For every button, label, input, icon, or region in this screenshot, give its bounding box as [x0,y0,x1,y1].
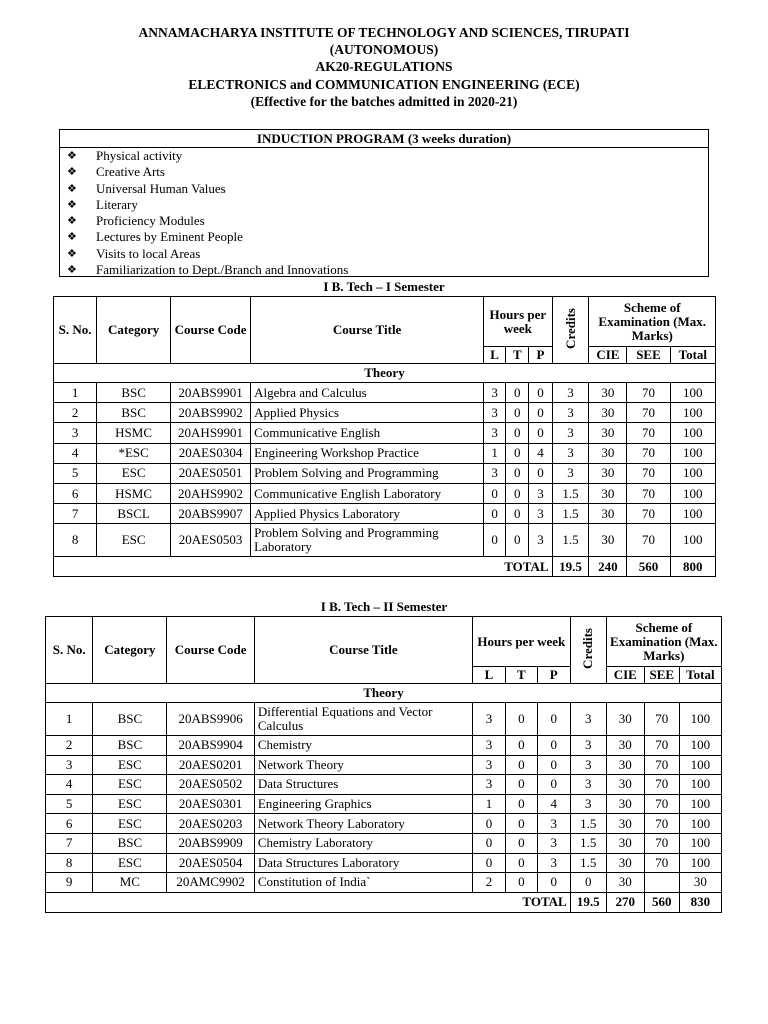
credits-label: Credits [562,308,578,349]
induction-item-text: Universal Human Values [96,180,226,196]
cell-total: 100 [679,853,721,873]
effective-note: (Effective for the batches admitted in 2020-21) [250,93,518,109]
section-theory: Theory [46,684,722,703]
table-row [46,853,722,873]
col-hours: Hours per week [472,617,570,667]
cell-credits: 3 [570,755,606,775]
cell-course-code: 20AES0203 [167,814,254,834]
cell-course-code: 20ABS9904 [167,736,254,756]
table-row [46,775,722,795]
cell-cie: 30 [606,794,644,814]
cell-sno: 8 [54,524,97,557]
cell-see: 70 [644,833,679,853]
cell-hours-p: 3 [537,814,570,834]
cell-course-title: Problem Solving and Programming Laboratory [251,524,484,557]
cell-credits: 3 [552,403,589,423]
cell-credits: 3 [570,794,606,814]
table-row [54,463,716,483]
cell-course-code: 20AHS9902 [171,483,251,503]
cell-see [644,873,679,893]
cell-hours-p: 3 [529,483,552,503]
col-p: P [529,347,552,364]
col-cie: CIE [589,347,627,364]
col-p: P [537,667,570,684]
cell-hours-l: 2 [472,873,505,893]
cell-credits: 1.5 [570,814,606,834]
cell-hours-l: 0 [472,853,505,873]
induction-item [60,213,708,229]
cell-see: 70 [644,794,679,814]
col-title: Course Title [251,297,484,364]
cell-category: BSC [97,403,171,423]
table-row [54,504,716,524]
cell-see: 70 [627,463,670,483]
table-row [54,524,716,557]
cell-cie: 30 [606,755,644,775]
cell-sno: 6 [46,814,93,834]
table-row [46,873,722,893]
cell-course-title: Differential Equations and Vector Calculus [254,703,472,736]
col-credits [570,617,606,684]
cell-see: 70 [627,504,670,524]
cell-category: *ESC [97,443,171,463]
diamond-bullet-icon: ❖ [67,182,77,195]
cell-hours-t: 0 [505,755,537,775]
total-see: 560 [627,557,670,577]
cell-course-title: Algebra and Calculus [251,383,484,403]
cell-hours-p: 4 [529,443,552,463]
cell-credits: 3 [552,463,589,483]
col-sno: S. No. [46,617,93,684]
cell-hours-l: 3 [472,755,505,775]
cell-sno: 7 [54,504,97,524]
cell-cie: 30 [606,853,644,873]
col-title: Course Title [254,617,472,684]
cell-hours-p: 3 [537,833,570,853]
cell-sno: 1 [54,383,97,403]
department-name: ELECTRONICS and COMMUNICATION ENGINEERING (ECE) [188,76,580,92]
cell-hours-p: 0 [537,755,570,775]
cell-course-title: Data Structures Laboratory [254,853,472,873]
induction-item [60,181,708,197]
total-label: TOTAL [46,892,571,912]
cell-see: 70 [627,524,670,557]
sem2-table [45,616,722,913]
cell-course-code: 20ABS9907 [171,504,251,524]
col-hours: Hours per week [484,297,553,347]
col-total: Total [670,347,715,364]
institute-name: ANNAMACHARYA INSTITUTE OF TECHNOLOGY AND SCIENCES, TIRUPATI [138,25,630,40]
cell-course-code: 20AES0504 [167,853,254,873]
cell-hours-l: 0 [484,504,506,524]
cell-cie: 30 [606,703,644,736]
cell-cie: 30 [589,443,627,463]
col-category: Category [93,617,167,684]
cell-see: 70 [644,703,679,736]
diamond-bullet-icon: ❖ [67,166,77,179]
cell-total: 100 [670,524,715,557]
cell-hours-l: 3 [472,775,505,795]
cell-hours-t: 0 [506,483,529,503]
cell-category: BSC [93,736,167,756]
induction-item-text: Creative Arts [96,164,165,180]
cell-course-code: 20AES0502 [167,775,254,795]
cell-hours-l: 3 [484,383,506,403]
cell-hours-t: 0 [505,853,537,873]
cell-hours-t: 0 [505,775,537,795]
cell-credits: 3 [552,383,589,403]
sem2-title: I B. Tech – II Semester [320,599,448,614]
cell-cie: 30 [606,736,644,756]
induction-item-text: Familiarization to Dept./Branch and Innovations [96,262,349,278]
cell-sno: 1 [46,703,93,736]
col-code: Course Code [167,617,254,684]
cell-see: 70 [627,403,670,423]
cell-credits: 3 [552,443,589,463]
cell-total: 100 [670,443,715,463]
cell-credits: 0 [570,873,606,893]
cell-course-title: Engineering Workshop Practice [251,443,484,463]
cell-hours-p: 0 [529,463,552,483]
cell-course-title: Applied Physics [251,403,484,423]
cell-sno: 7 [46,833,93,853]
induction-item [60,246,708,262]
cell-hours-p: 0 [529,383,552,403]
induction-item [60,197,708,213]
induction-list [60,148,708,278]
cell-hours-l: 0 [484,524,506,557]
cell-cie: 30 [606,775,644,795]
induction-item [60,262,708,278]
cell-total: 100 [679,755,721,775]
cell-hours-p: 0 [537,873,570,893]
cell-course-code: 20AES0304 [171,443,251,463]
cell-see: 70 [627,443,670,463]
cell-cie: 30 [606,873,644,893]
total-credits: 19.5 [570,892,606,912]
cell-total: 100 [679,833,721,853]
cell-course-title: Chemistry Laboratory [254,833,472,853]
induction-item-text: Physical activity [96,148,183,163]
cell-hours-l: 0 [484,483,506,503]
induction-title: INDUCTION PROGRAM (3 weeks duration) [60,130,708,148]
total-see: 560 [644,892,679,912]
sem2-rows [46,703,722,893]
cell-course-title: Communicative English [251,423,484,443]
cell-hours-t: 0 [505,736,537,756]
cell-cie: 30 [589,504,627,524]
cell-see: 70 [627,423,670,443]
total-cie: 240 [589,557,627,577]
col-scheme: Scheme of Examination (Max. Marks) [606,617,721,667]
table-row [54,383,716,403]
sem1-title: I B. Tech – I Semester [323,279,445,294]
cell-hours-t: 0 [506,524,529,557]
total-label: TOTAL [54,557,553,577]
cell-total: 100 [679,814,721,834]
cell-total: 100 [679,794,721,814]
cell-credits: 3 [552,423,589,443]
regulations-label: AK20-REGULATIONS [315,59,453,75]
induction-item [60,164,708,180]
cell-category: ESC [93,755,167,775]
cell-hours-p: 0 [537,775,570,795]
cell-cie: 30 [606,833,644,853]
col-see: SEE [627,347,670,364]
cell-course-title: Problem Solving and Programming [251,463,484,483]
cell-credits: 1.5 [552,504,589,524]
cell-course-title: Network Theory Laboratory [254,814,472,834]
col-cie: CIE [606,667,644,684]
induction-item-text: Literary [96,196,138,212]
col-scheme: Scheme of Examination (Max. Marks) [589,297,716,347]
cell-hours-p: 4 [537,794,570,814]
cell-category: BSCL [97,504,171,524]
sem1-table [53,296,716,577]
cell-sno: 4 [46,775,93,795]
cell-total: 100 [670,504,715,524]
cell-sno: 8 [46,853,93,873]
cell-sno: 3 [46,755,93,775]
cell-category: MC [93,873,167,893]
cell-category: BSC [93,703,167,736]
cell-hours-t: 0 [505,703,537,736]
table-row [46,755,722,775]
cell-course-title: Constitution of India` [254,873,472,893]
cell-hours-p: 3 [529,524,552,557]
cell-total: 100 [670,383,715,403]
cell-category: BSC [97,383,171,403]
cell-cie: 30 [589,524,627,557]
sem1-rows [54,383,716,557]
cell-credits: 1.5 [552,483,589,503]
cell-total: 100 [679,775,721,795]
cell-hours-p: 0 [537,736,570,756]
cell-total: 100 [670,463,715,483]
cell-hours-l: 3 [484,423,506,443]
cell-hours-l: 3 [484,403,506,423]
cell-sno: 2 [46,736,93,756]
cell-hours-t: 0 [506,504,529,524]
cell-hours-p: 3 [529,504,552,524]
table-row [46,814,722,834]
cell-hours-t: 0 [505,794,537,814]
cell-credits: 3 [570,703,606,736]
col-l: L [472,667,505,684]
cell-category: HSMC [97,483,171,503]
cell-see: 70 [644,736,679,756]
table-row [46,794,722,814]
autonomous-label: (AUTONOMOUS) [329,42,439,58]
cell-course-code: 20AES0201 [167,755,254,775]
table-row [54,423,716,443]
cell-course-title: Network Theory [254,755,472,775]
cell-hours-l: 3 [472,736,505,756]
cell-sno: 5 [54,463,97,483]
table-row [54,443,716,463]
cell-total: 100 [679,703,721,736]
table-row [46,833,722,853]
cell-cie: 30 [589,463,627,483]
induction-item [60,229,708,245]
cell-category: ESC [93,853,167,873]
cell-category: ESC [97,463,171,483]
cell-hours-t: 0 [506,403,529,423]
diamond-bullet-icon: ❖ [67,150,77,162]
diamond-bullet-icon: ❖ [67,264,77,277]
cell-course-code: 20AES0501 [171,463,251,483]
cell-hours-l: 3 [472,703,505,736]
cell-hours-t: 0 [506,463,529,483]
cell-course-title: Applied Physics Laboratory [251,504,484,524]
cell-category: HSMC [97,423,171,443]
cell-course-title: Chemistry [254,736,472,756]
total-marks: 800 [670,557,715,577]
cell-total: 100 [679,736,721,756]
cell-see: 70 [644,775,679,795]
col-sno: S. No. [54,297,97,364]
cell-hours-p: 0 [529,423,552,443]
cell-cie: 30 [589,403,627,423]
cell-category: ESC [93,814,167,834]
table-row [46,736,722,756]
section-theory: Theory [54,364,716,383]
total-cie: 270 [606,892,644,912]
cell-see: 70 [627,483,670,503]
table-row [46,703,722,736]
induction-item-text: Visits to local Areas [96,245,201,261]
cell-hours-l: 0 [472,833,505,853]
cell-course-code: 20ABS9906 [167,703,254,736]
diamond-bullet-icon: ❖ [67,198,77,211]
cell-hours-p: 0 [529,403,552,423]
cell-category: ESC [97,524,171,557]
cell-cie: 30 [589,483,627,503]
cell-course-code: 20AMC9902 [167,873,254,893]
cell-hours-t: 0 [505,833,537,853]
credits-label: Credits [580,628,596,669]
cell-hours-p: 3 [537,853,570,873]
cell-sno: 6 [54,483,97,503]
cell-hours-t: 0 [506,443,529,463]
col-t: T [505,667,537,684]
cell-category: ESC [93,794,167,814]
cell-total: 30 [679,873,721,893]
cell-course-code: 20ABS9901 [171,383,251,403]
col-credits [552,297,589,364]
cell-course-code: 20AES0301 [167,794,254,814]
cell-see: 70 [644,853,679,873]
diamond-bullet-icon: ❖ [67,247,77,260]
cell-sno: 3 [54,423,97,443]
cell-see: 70 [627,383,670,403]
cell-total: 100 [670,423,715,443]
cell-credits: 3 [570,775,606,795]
cell-course-code: 20ABS9902 [171,403,251,423]
col-see: SEE [644,667,679,684]
cell-hours-t: 0 [506,383,529,403]
col-total: Total [679,667,721,684]
cell-see: 70 [644,755,679,775]
cell-sno: 5 [46,794,93,814]
induction-item [60,148,708,164]
cell-sno: 2 [54,403,97,423]
cell-category: ESC [93,775,167,795]
cell-hours-t: 0 [506,423,529,443]
cell-hours-l: 0 [472,814,505,834]
cell-hours-p: 0 [537,703,570,736]
cell-cie: 30 [589,423,627,443]
total-credits: 19.5 [552,557,589,577]
col-l: L [484,347,506,364]
diamond-bullet-icon: ❖ [67,215,77,228]
table-row [54,403,716,423]
cell-sno: 9 [46,873,93,893]
total-marks: 830 [679,892,721,912]
cell-hours-t: 0 [505,873,537,893]
cell-course-code: 20ABS9909 [167,833,254,853]
cell-credits: 1.5 [552,524,589,557]
cell-course-title: Engineering Graphics [254,794,472,814]
cell-hours-l: 3 [484,463,506,483]
induction-item-text: Lectures by Eminent People [96,229,243,245]
cell-credits: 1.5 [570,853,606,873]
cell-course-code: 20AHS9901 [171,423,251,443]
cell-course-code: 20AES0503 [171,524,251,557]
cell-credits: 3 [570,736,606,756]
diamond-bullet-icon: ❖ [67,231,77,244]
cell-credits: 1.5 [570,833,606,853]
induction-item-text: Proficiency Modules [96,213,205,229]
col-code: Course Code [171,297,251,364]
cell-see: 70 [644,814,679,834]
cell-sno: 4 [54,443,97,463]
cell-course-title: Communicative English Laboratory [251,483,484,503]
cell-category: BSC [93,833,167,853]
cell-hours-t: 0 [505,814,537,834]
cell-hours-l: 1 [472,794,505,814]
cell-cie: 30 [589,383,627,403]
col-t: T [506,347,529,364]
document-header [0,24,768,110]
cell-cie: 30 [606,814,644,834]
table-row [54,483,716,503]
cell-total: 100 [670,403,715,423]
induction-program-box [59,129,709,277]
col-category: Category [97,297,171,364]
cell-hours-l: 1 [484,443,506,463]
cell-course-title: Data Structures [254,775,472,795]
cell-total: 100 [670,483,715,503]
